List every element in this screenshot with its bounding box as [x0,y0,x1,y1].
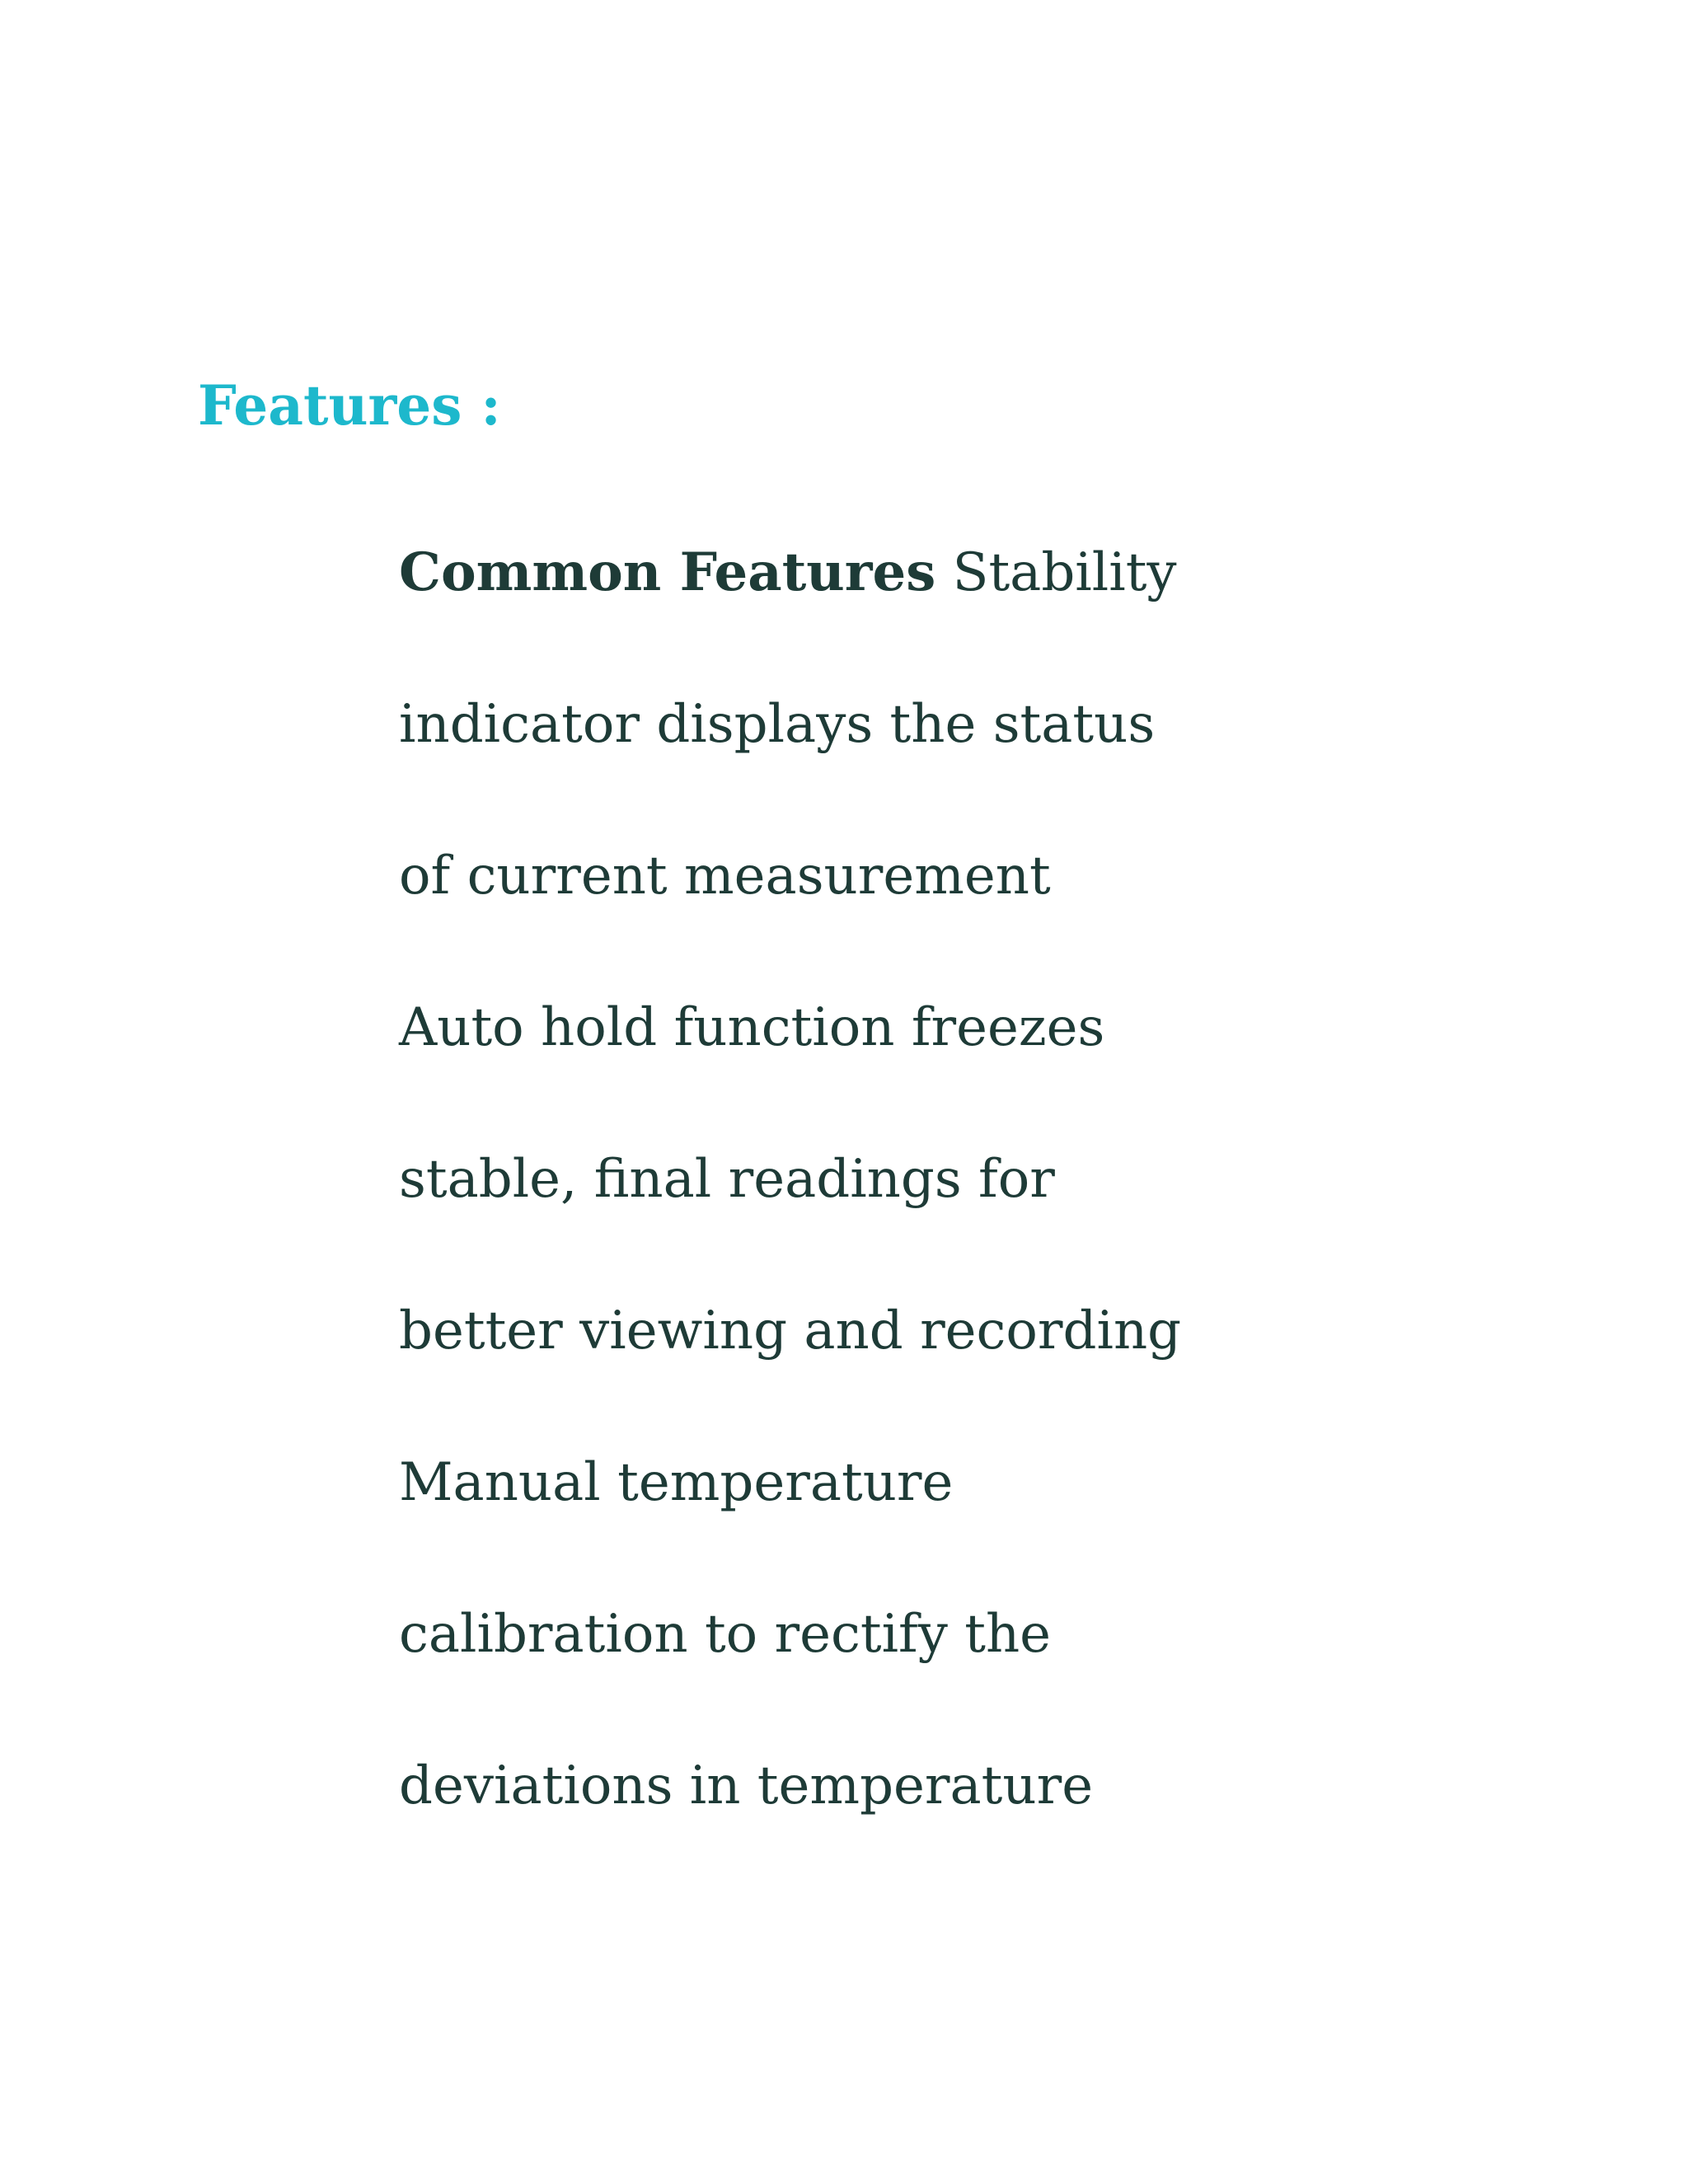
body-line-7: Manual temperature [399,1452,954,1513]
body-line-5: stable, final readings for [399,1149,1055,1210]
body-line-1-text: Stability [952,542,1177,603]
body-line-4: Auto hold function freezes [399,997,1105,1058]
body-line-9: deviations in temperature [399,1755,1094,1816]
body-line-2: indicator displays the status [399,694,1156,755]
body-line-8: calibration to rectify the [399,1604,1052,1665]
features-text-block [399,540,1388,1905]
body-line-3: of current measurement [399,846,1051,907]
body-line-1 [399,540,1388,691]
common-features-label: Common Features [399,541,936,603]
body-line-6: better viewing and recording [399,1301,1182,1361]
section-heading: Features : [198,373,501,438]
